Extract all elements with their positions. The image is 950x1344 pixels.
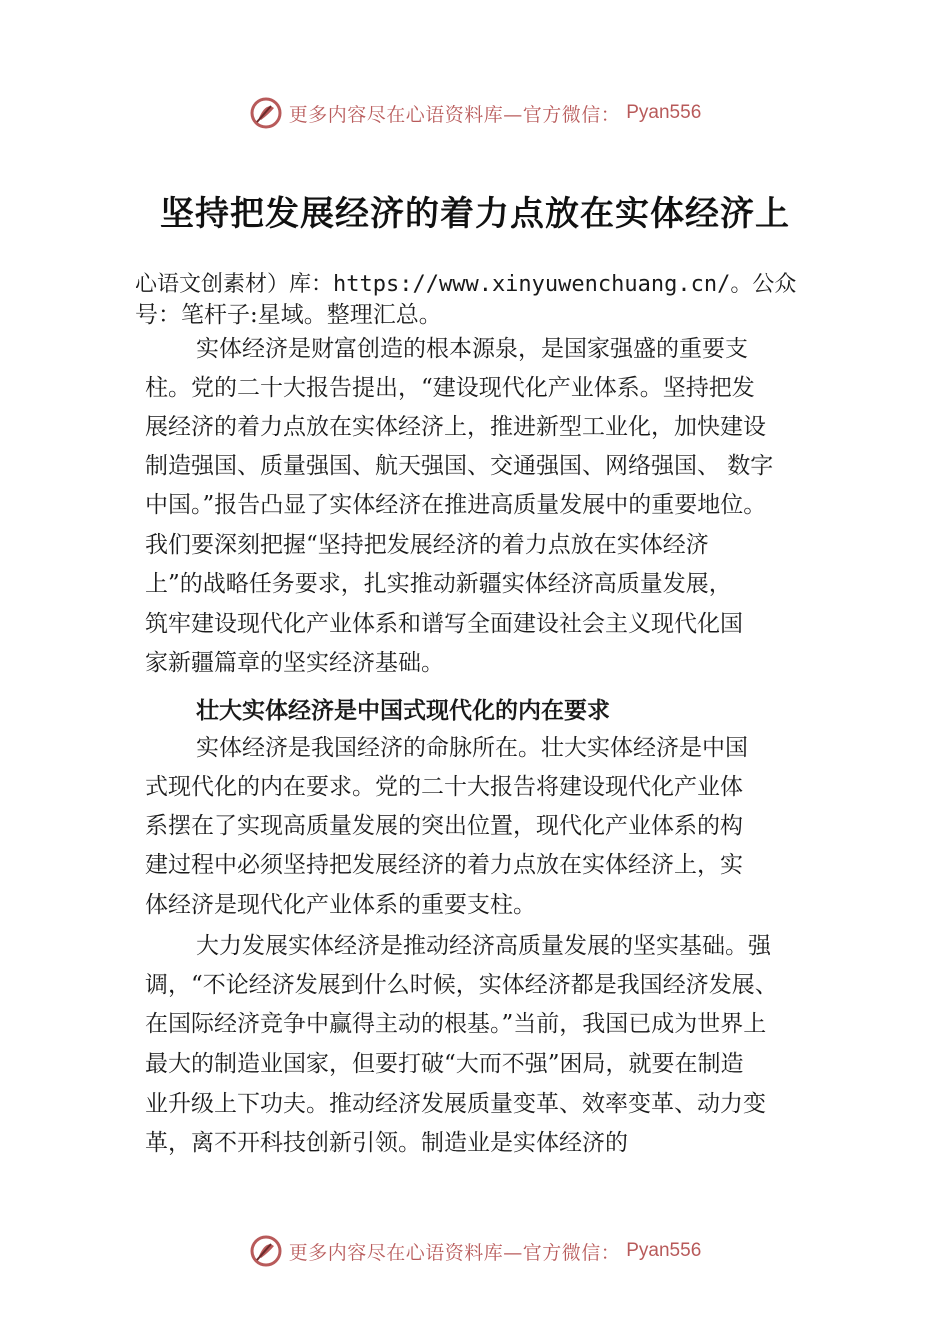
body-line: 制造强国、质量强国、航天强国、交通强国、网络强国、 数字 xyxy=(145,453,774,479)
source-line: 号：笔杆子:星域。整理汇总。 xyxy=(135,302,442,328)
source-line: 心语文创素材）库：https://www.xinyuwenchuang.cn/。公众 xyxy=(135,272,797,297)
brand-logo-icon xyxy=(249,1234,283,1268)
body-line: 家新疆篇章的坚实经济基础。 xyxy=(145,650,444,676)
body-line: 在国际经济竞争中赢得主动的根基。”当前，我国已成为世界上 xyxy=(145,1011,767,1037)
body-line: 实体经济是财富创造的根本源泉，是国家强盛的重要支 xyxy=(196,336,748,362)
body-line: 展经济的着力点放在实体经济上，推进新型工业化，加快建设 xyxy=(145,414,766,440)
body-line: 大力发展实体经济是推动经济高质量发展的坚实基础。强 xyxy=(196,933,771,959)
body-line: 业升级上下功夫。推动经济发展质量变革、效率变革、动力变 xyxy=(145,1091,766,1117)
document-title: 坚持把发展经济的着力点放在实体经济上 xyxy=(160,194,790,234)
banner-wechat-id: Pyan556 xyxy=(626,1240,702,1261)
body-line: 最大的制造业国家，但要打破“大而不强”困局，就要在制造 xyxy=(145,1051,744,1077)
banner-text: 更多内容尽在心语资料库—官方微信： xyxy=(288,103,621,126)
body-line: 革，离不开科技创新引领。制造业是实体经济的 xyxy=(145,1130,628,1156)
header-banner xyxy=(0,96,950,136)
banner-wechat-id: Pyan556 xyxy=(626,102,702,123)
body-line: 柱。党的二十大报告提出，“建设现代化产业体系。坚持把发 xyxy=(145,375,755,401)
body-line: 式现代化的内在要求。党的二十大报告将建设现代化产业体 xyxy=(145,774,743,800)
body-line: 中国。”报告凸显了实体经济在推进高质量发展中的重要地位。 xyxy=(145,492,767,518)
body-line: 建过程中必须坚持把发展经济的着力点放在实体经济上，实 xyxy=(145,852,743,878)
body-line: 体经济是现代化产业体系的重要支柱。 xyxy=(145,892,536,918)
body-line: 上”的战略任务要求，扎实推动新疆实体经济高质量发展， xyxy=(145,571,732,597)
body-line: 筑牢建设现代化产业体系和谱写全面建设社会主义现代化国 xyxy=(145,611,743,637)
body-line: 调，“不论经济发展到什么时候，实体经济都是我国经济发展、 xyxy=(145,972,778,998)
banner-text: 更多内容尽在心语资料库—官方微信： xyxy=(288,1241,621,1264)
footer-banner xyxy=(0,1234,950,1274)
body-line: 我们要深刻把握“坚持把发展经济的着力点放在实体经济 xyxy=(145,532,709,558)
brand-logo-icon xyxy=(249,96,283,130)
body-line: 实体经济是我国经济的命脉所在。壮大实体经济是中国 xyxy=(196,735,748,761)
section-heading: 壮大实体经济是中国式现代化的内在要求 xyxy=(196,698,610,724)
body-line: 系摆在了实现高质量发展的突出位置，现代化产业体系的构 xyxy=(145,813,743,839)
